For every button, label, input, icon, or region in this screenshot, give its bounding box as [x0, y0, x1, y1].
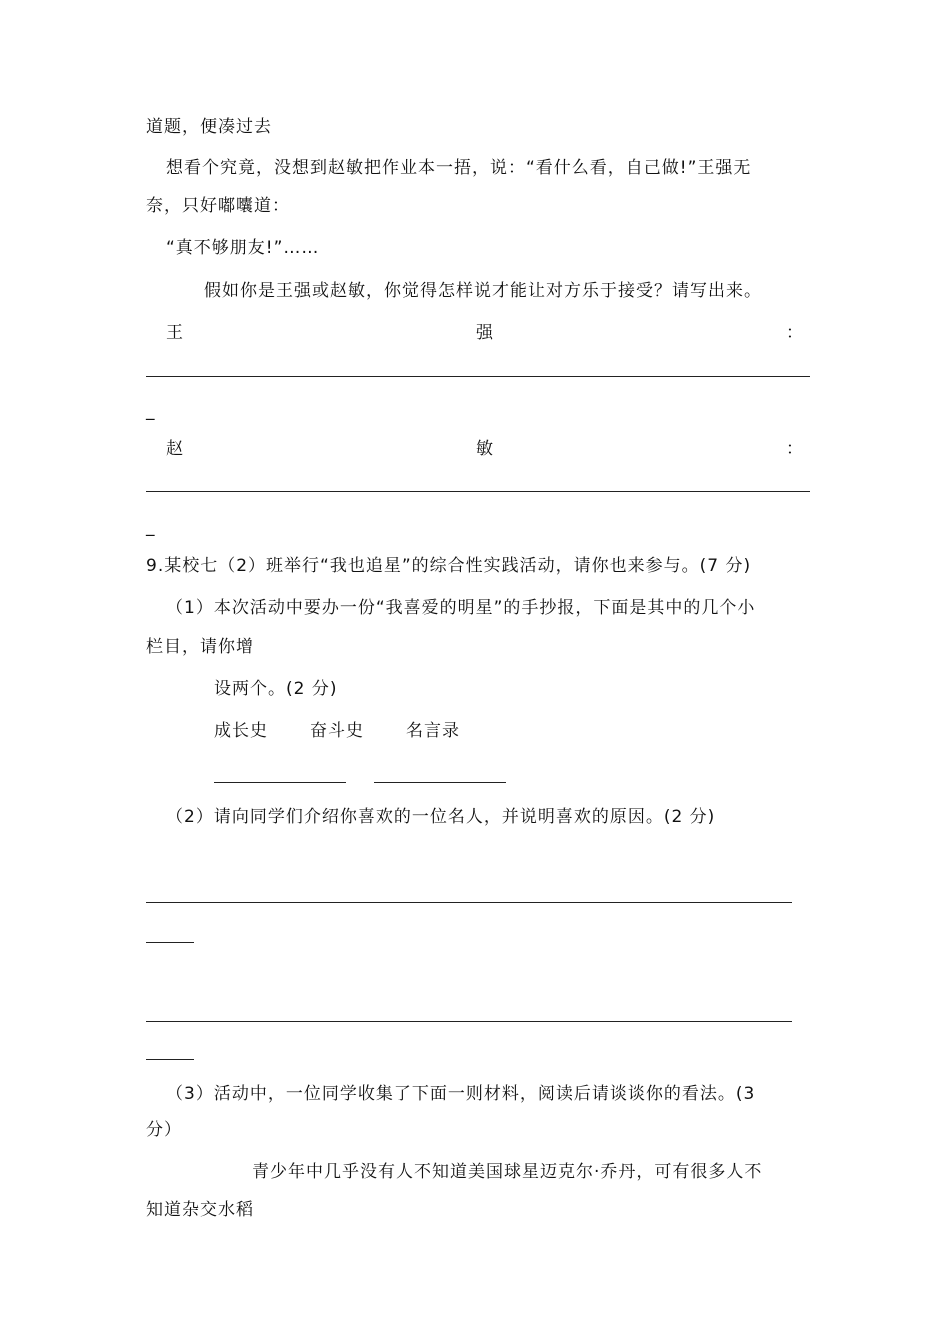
- answer-label-colon: ：: [786, 439, 804, 459]
- answer-label-char: 强: [476, 323, 494, 343]
- text-line: 想看个究竟，没想到赵敏把作业本一捂，说：“看什么看，自己做!”王强无: [166, 158, 752, 178]
- text-line: 道题，便凑过去: [146, 117, 272, 137]
- question-part-3-cont: 分）: [146, 1120, 182, 1140]
- question-part-2: （2）请向同学们介绍你喜欢的一位名人，并说明喜欢的原因。(2 分): [166, 807, 716, 827]
- answer-line-wang: [146, 376, 810, 377]
- answer-line-zhao: [146, 491, 810, 492]
- answer-line-tail: _: [146, 517, 156, 537]
- answer-line: [146, 1021, 792, 1022]
- answer-line-tail: [146, 1059, 194, 1060]
- material-text: 知道杂交水稻: [146, 1200, 254, 1220]
- answer-label-char: 赵: [166, 439, 184, 459]
- answer-line-tail: [146, 942, 194, 943]
- answer-line: [146, 902, 792, 903]
- text-line: 奈，只好嘟囔道：: [146, 196, 290, 216]
- question-part-1-cont: 栏目，请你增: [146, 637, 254, 657]
- blank-column-2: [374, 782, 506, 783]
- question-part-3: （3）活动中，一位同学收集了下面一则材料，阅读后请谈谈你的看法。(3: [166, 1084, 756, 1104]
- blank-column-1: [214, 782, 346, 783]
- column-name: 成长史: [214, 721, 268, 741]
- prompt-line: 假如你是王强或赵敏，你觉得怎样说才能让对方乐于接受？请写出来。: [204, 281, 762, 301]
- answer-label-char: 王: [166, 323, 184, 343]
- text-line: “真不够朋友!”……: [166, 238, 320, 258]
- answer-label-char: 敏: [476, 439, 494, 459]
- column-name: 奋斗史: [310, 721, 364, 741]
- answer-line-tail: _: [146, 401, 156, 421]
- question-title: 9.某校七（2）班举行“我也追星”的综合性实践活动，请你也来参与。(7 分): [146, 556, 752, 576]
- question-part-1-cont: 设两个。(2 分): [214, 679, 338, 699]
- answer-label-colon: ：: [786, 323, 804, 343]
- question-part-1: （1）本次活动中要办一份“我喜爱的明星”的手抄报，下面是其中的几个小: [166, 598, 756, 618]
- column-name: 名言录: [406, 721, 460, 741]
- material-text: 青少年中几乎没有人不知道美国球星迈克尔·乔丹，可有很多人不: [252, 1162, 763, 1182]
